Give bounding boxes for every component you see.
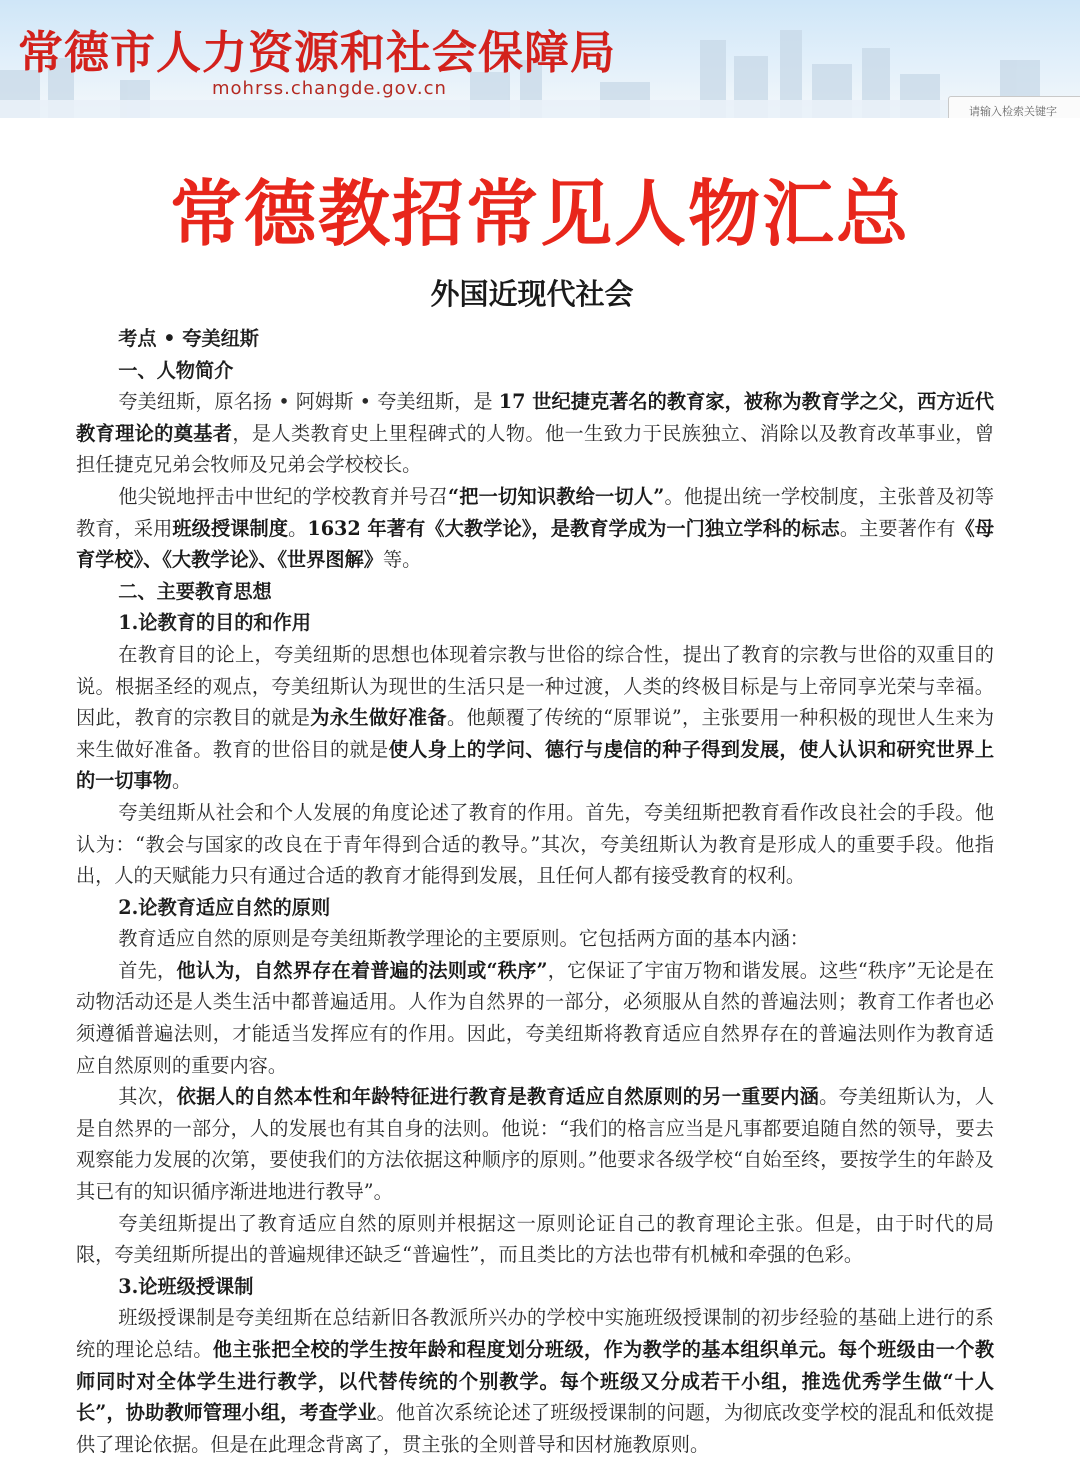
section-heading [76, 1271, 994, 1303]
bold-text: 《母育学校》、《大教学论》、《世界图解》 [76, 516, 995, 572]
text-run: 等。 [382, 548, 422, 572]
section-heading [76, 892, 994, 924]
site-url[interactable]: mohrss.changde.gov.cn [212, 78, 447, 99]
paragraph [76, 639, 994, 797]
bold-text: 班级授课制度 [172, 516, 289, 540]
text-run: 班级授课制是夸美纽斯在总结新旧各教派所兴办的学校中实施班级授课制的初步经验的基础上进行的系统的理论总结。 [76, 1306, 994, 1361]
text-run: ，是人类教育史上里程碑式的人物。他一生致力于民族独立、消除以及教育改革事业，曾担任捷克兄弟会牧师及兄弟会学校校长。 [76, 421, 995, 477]
section-heading [76, 355, 994, 387]
text-run: 。他颠覆了传统的“原罪说”，主张要用一种积极的现世人生来为来生做好准备。教育的世俗目的就是 [76, 706, 995, 761]
paragraph [76, 1081, 994, 1207]
text-run: 在教育目的论上，夸美纽斯的思想也体现着宗教与世俗的综合性，提出了教育的宗教与世俗的双重目的说。根据圣经的观点，夸美纽斯认为现世的生活只是一种过渡，人类的终极目标是与上帝同享光荣与幸福。因此，教育的宗教目的就是 [76, 642, 994, 730]
section-heading [76, 607, 994, 639]
paragraph [76, 955, 994, 1081]
paragraph [76, 481, 994, 576]
section-heading [76, 323, 994, 355]
paragraph [76, 1302, 994, 1460]
text-run: 二、主要教育思想 [118, 579, 272, 603]
text-run: 教育适应自然的原则是夸美纽斯教学理论的主要原则。它包括两方面的基本内涵： [118, 927, 809, 951]
text-run: 一、人物简介 [118, 358, 234, 382]
text-run: 。夸美纽斯认为，人是自然界的一部分，人的发展也有其自身的法则。他说：“我们的格言应当是凡事都要追随自然的领导，要去观察能力发展的次第，要使我们的方法依据这种顺序的原则。”他要求各级学校“自始至终，要按学生的年龄及其已有的知识循序渐进地进行教导”。 [76, 1085, 995, 1204]
bold-text: 依据人的自然本性和年龄特征进行教育是教育适应自然原则的另一重要内涵 [176, 1085, 820, 1109]
section-heading [76, 576, 994, 608]
text-run: 夸美纽斯，原名扬 • 阿姆斯 • 夸美纽斯，是 [118, 390, 499, 414]
site-title[interactable]: 常德市人力资源和社会保障局 [18, 26, 617, 79]
bold-text: 他主张把全校的学生按年龄和程度划分班级，作为教学的基本组织单元。每个班级由一个教师同时对全体学生进行教学，以代替传统的个别教学。每个班级又分成若干小组，推选优秀学生做“十人长”，协助教师管理小组，考查学业 [76, 1338, 995, 1425]
paragraph [76, 386, 994, 481]
text-run: 1.论教育的目的和作用 [118, 611, 311, 635]
text-run: 夸美纽斯提出了教育适应自然的原则并根据这一原则论证自己的教育理论主张。但是，由于时代的局限，夸美纽斯所提出的普遍规律还缺乏“普遍性”，而且类比的方法也带有机械和牵强的色彩。 [76, 1211, 994, 1267]
bold-text: 1632 年著有《大教学论》，是教育学成为一门独立学科的标志 [307, 516, 840, 540]
text-run: 3.论班级授课制 [118, 1274, 254, 1298]
bold-text: “把一切知识教给一切人” [448, 484, 665, 508]
bold-text: 17 世纪捷克著名的教育家，被称为教育学之父，西方近代教育理论的奠基者 [76, 390, 994, 445]
bold-text: 使人身上的学问、德行与虔信的种子得到发展，使人认识和研究世界上的一切事物 [76, 737, 995, 793]
text-run: ，它保证了宇宙万物和谐发展。这些“秩序”无论是在动物活动还是人类生活中都普遍适用。人作为自然界的一部分，必须服从自然的普遍法则；教育工作者也必须遵循普遍法则，才能适当发挥应有的作用。因此，夸美纽斯将教育适应自然界存在的普遍法则作为教育适应自然原则的重要内容。 [76, 958, 995, 1077]
text-run: 。他提出统一学校制度，主张普及初等教育，采用 [76, 484, 995, 540]
bold-text: 为永生做好准备 [310, 706, 447, 730]
document-body [76, 323, 994, 1460]
site-header-banner [0, 0, 1080, 118]
document-subtitle: 外国近现代社会 [430, 277, 634, 311]
text-run: 。 [288, 516, 308, 540]
paragraph [76, 797, 994, 892]
text-run: 其次， [118, 1085, 177, 1109]
text-run: 。主要著作有 [839, 516, 956, 540]
text-run: 他尖锐地抨击中世纪的学校教育并号召 [118, 484, 448, 508]
text-run: 。 [171, 769, 192, 793]
search-input[interactable]: 请输入检索关键字 [948, 96, 1080, 118]
text-run: 2.论教育适应自然的原则 [118, 895, 331, 919]
paragraph [76, 1208, 994, 1271]
text-run: 考点 • 夸美纽斯 [118, 327, 259, 350]
text-run: 夸美纽斯从社会和个人发展的角度论述了教育的作用。首先，夸美纽斯把教育看作改良社会的手段。他认为：“教会与国家的改良在于青年得到合适的教导。”其次，夸美纽斯认为教育是形成人的重要手段。他指出，人的天赋能力只有通过合适的教育才能得到发展，且任何人都有接受教育的权利。 [76, 800, 994, 888]
bold-text: 他认为，自然界存在着普遍的法则或“秩序” [176, 958, 548, 982]
paragraph [76, 923, 994, 955]
document-title: 常德教招常见人物汇总 [169, 172, 910, 256]
text-run: 首先， [118, 958, 177, 982]
text-run: 。他首次系统论述了班级授课制的问题，为彻底改变学校的混乱和低效提供了理论依据。但是在此理念背离了，贯主张的全则普导和因材施教原则。 [76, 1401, 994, 1456]
